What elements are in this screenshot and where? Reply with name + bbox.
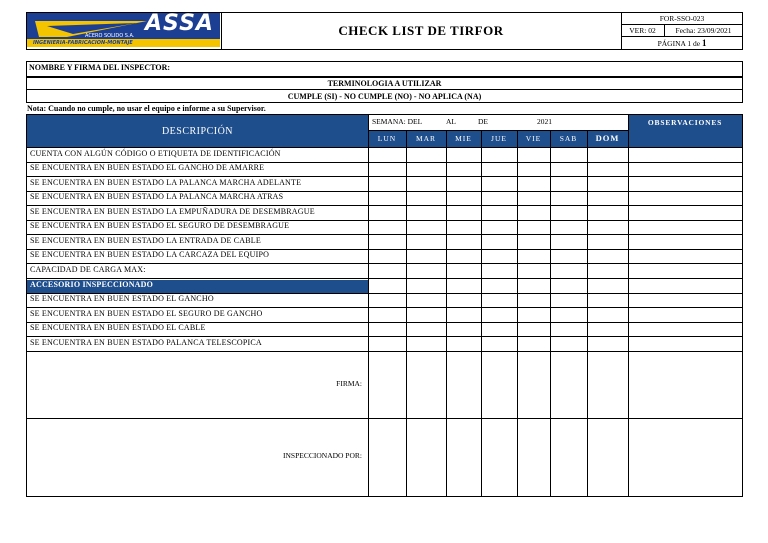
checklist-row-label: SE ENCUENTRA EN BUEN ESTADO EL GANCHO xyxy=(30,294,214,303)
logo-subline: INGENIERIA-FABRICACION-MONTAJE xyxy=(27,39,220,47)
day-header-jue: JUE xyxy=(491,133,507,143)
checklist-row-label: SE ENCUENTRA EN BUEN ESTADO EL SEGURO DE DESEMBRAGUE xyxy=(30,221,290,230)
checklist-row-label: SE ENCUENTRA EN BUEN ESTADO LA CARCAZA DEL EQUIPO xyxy=(30,250,270,259)
document-date: Fecha: 23/09/2021 xyxy=(675,25,732,35)
checklist-row-label: SE ENCUENTRA EN BUEN ESTADO PALANCA TELESCOPICA xyxy=(30,338,262,347)
day-header-vie: VIE xyxy=(525,133,542,143)
page-number-total: 1 xyxy=(701,38,707,48)
checklist-row-label: SE ENCUENTRA EN BUEN ESTADO EL CABLE xyxy=(30,323,206,332)
checklist-row-label: SE ENCUENTRA EN BUEN ESTADO EL SEGURO DE GANCHO xyxy=(30,309,263,318)
day-header-mar: MAR xyxy=(415,133,437,143)
page-number-prefix: PÁGINA 1 de xyxy=(657,38,701,48)
usage-note: Nota: Cuando no cumple, no usar el equipo e informe a su Supervisor. xyxy=(27,104,266,113)
page-number xyxy=(621,36,743,50)
accessory-section-title: ACCESORIO INSPECCIONADO xyxy=(30,280,154,289)
observations-header-label: OBSERVACIONES xyxy=(647,118,723,127)
inspector-label: NOMBRE Y FIRMA DEL INSPECTOR: xyxy=(29,63,171,72)
terminology-title: TERMINOLOGIA A UTILIZAR xyxy=(327,78,442,88)
week-de-label: DE xyxy=(478,117,488,126)
document-version: VER: 02 xyxy=(629,25,656,35)
description-header-label: DESCRIPCIÓN xyxy=(161,125,234,137)
observations-header xyxy=(628,115,742,147)
checklist-row-label: SE ENCUENTRA EN BUEN ESTADO LA ENTRADA DE CABLE xyxy=(30,236,261,245)
checklist-row-label: SE ENCUENTRA EN BUEN ESTADO LA EMPUÑADURA DE DESEMBRAGUE xyxy=(30,207,315,216)
terminology-legend: CUMPLE (SI) - NO CUMPLE (NO) - NO APLICA (NA) xyxy=(287,91,482,101)
logo-brand: ASSA xyxy=(145,13,214,36)
checklist-row-label: CUENTA CON ALGÚN CÓDIGO O ETIQUETA DE IDENTIFICACIÓN xyxy=(30,149,281,158)
day-header-sab: SAB xyxy=(559,133,578,143)
document-title: CHECK LIST DE TIRFOR xyxy=(338,23,504,38)
logo-tagline: ACERO SOLIDO S.A. xyxy=(85,33,135,39)
checklist-row-label: SE ENCUENTRA EN BUEN ESTADO EL GANCHO DE AMARRE xyxy=(30,163,265,172)
checklist-row-label: SE ENCUENTRA EN BUEN ESTADO LA PALANCA MARCHA ADELANTE xyxy=(30,178,302,187)
signature-label: FIRMA: xyxy=(336,379,362,388)
week-year: 2021 xyxy=(537,117,552,126)
document-code: FOR-SSO-023 xyxy=(659,13,705,23)
week-al-label: AL xyxy=(446,117,456,126)
day-header-dom: DOM xyxy=(595,133,620,143)
day-header-mie: MIE xyxy=(455,133,472,143)
week-label: SEMANA: DEL xyxy=(372,117,423,126)
description-header xyxy=(27,115,368,147)
checklist-row-label: SE ENCUENTRA EN BUEN ESTADO LA PALANCA MARCHA ATRAS xyxy=(30,192,284,201)
day-header-lun: LUN xyxy=(377,133,397,143)
load-capacity-label: CAPACIDAD DE CARGA MAX: xyxy=(30,265,146,274)
inspected-by-label: INSPECCIONADO POR: xyxy=(283,451,362,460)
